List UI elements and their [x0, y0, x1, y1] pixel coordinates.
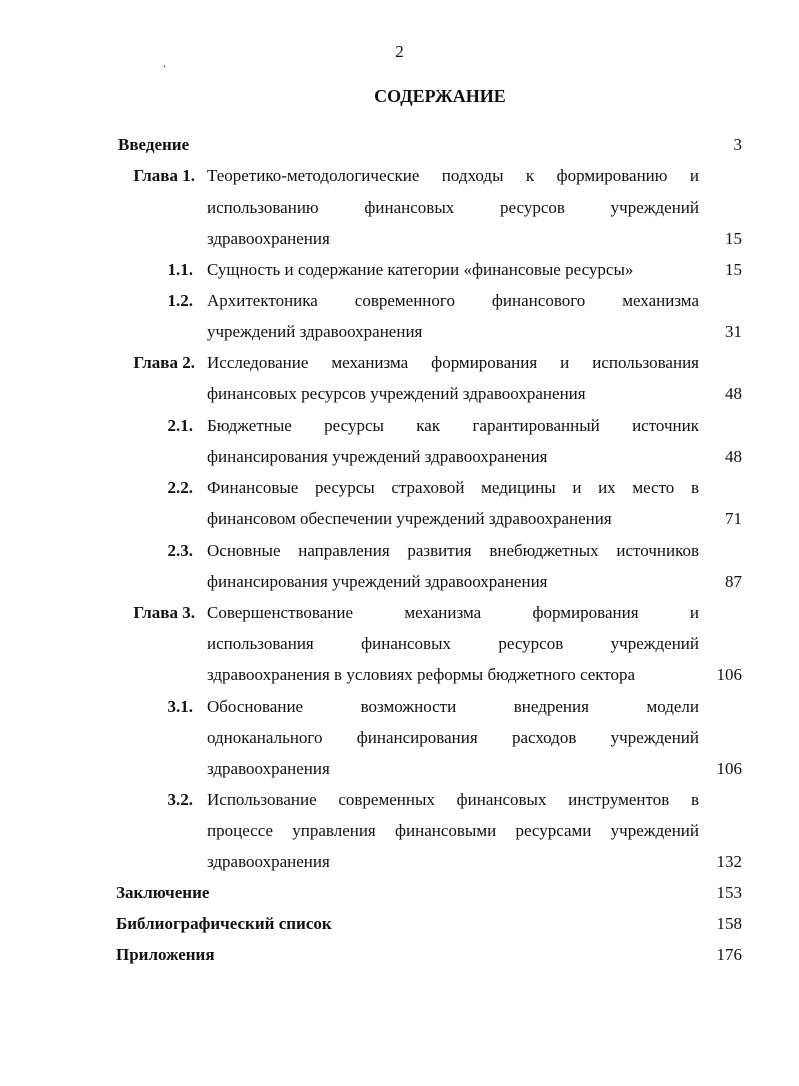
toc-section-2-1-line-2[interactable]: финансирования учреждений здравоохранения: [207, 447, 548, 466]
toc-title: СОДЕРЖАНИЕ: [374, 86, 506, 106]
toc-chapter-2-line-2[interactable]: финансовых ресурсов учреждений здравоохранения: [207, 384, 586, 403]
stray-mark: .: [163, 56, 166, 70]
toc-section-3-1-label: 3.1.: [167, 697, 193, 716]
toc-chapter-1-line-1[interactable]: Теоретико-методологические подходы к формированию и: [207, 166, 699, 185]
toc-chapter-3-page: 106: [716, 665, 742, 684]
page-number: 2: [395, 42, 404, 61]
toc-section-1-2-label: 1.2.: [167, 291, 193, 310]
toc-chapter-1-label: Глава 1.: [133, 166, 195, 185]
toc-section-2-3-label: 2.3.: [167, 541, 193, 560]
toc-section-1-2-line-1[interactable]: Архитектоника современного финансового механизма: [207, 291, 699, 310]
toc-section-2-1-line-1[interactable]: Бюджетные ресурсы как гарантированный источник: [207, 416, 699, 435]
toc-entry-appendices-title[interactable]: Приложения: [116, 945, 215, 964]
toc-chapter-2-label: Глава 2.: [133, 353, 195, 372]
toc-chapter-3-label: Глава 3.: [133, 603, 195, 622]
toc-section-3-2-line-2[interactable]: процессе управления финансовыми ресурсами учреждений: [207, 821, 699, 840]
toc-chapter-2-line-1[interactable]: Исследование механизма формирования и использования: [207, 353, 699, 372]
toc-section-2-3-line-2[interactable]: финансирования учреждений здравоохранения: [207, 572, 548, 591]
toc-section-3-1-line-2[interactable]: одноканального финансирования расходов учреждений: [207, 728, 699, 747]
toc-entry-appendices-page: 176: [716, 945, 742, 964]
toc-section-2-2-line-2[interactable]: финансовом обеспечении учреждений здравоохранения: [207, 509, 612, 528]
toc-chapter-3-line-1[interactable]: Совершенствование механизма формирования и: [207, 603, 699, 622]
toc-chapter-1-line-3[interactable]: здравоохранения: [207, 229, 330, 248]
toc-entry-intro-page: 3: [733, 135, 742, 154]
toc-section-2-3-line-1[interactable]: Основные направления развития внебюджетных источников: [207, 541, 699, 560]
toc-entry-conclusion-page: 153: [716, 883, 742, 902]
toc-chapter-3-line-2[interactable]: использования финансовых ресурсов учреждений: [207, 634, 699, 653]
toc-section-3-1-line-1[interactable]: Обоснование возможности внедрения модели: [207, 697, 699, 716]
toc-section-2-2-line-1[interactable]: Финансовые ресурсы страховой медицины и их место в: [207, 478, 699, 497]
toc-chapter-1-page: 15: [725, 229, 742, 248]
toc-entry-conclusion-title[interactable]: Заключение: [116, 883, 210, 902]
toc-section-3-2-page: 132: [716, 852, 742, 871]
toc-entry-bibliography-title[interactable]: Библиографический список: [116, 914, 332, 933]
toc-section-3-2-label: 3.2.: [167, 790, 193, 809]
toc-section-2-1-page: 48: [725, 447, 742, 466]
toc-section-2-1-label: 2.1.: [167, 416, 193, 435]
toc-section-2-3-page: 87: [725, 572, 742, 591]
toc-chapter-1-line-2[interactable]: использованию финансовых ресурсов учреждений: [207, 198, 699, 217]
toc-chapter-2-page: 48: [725, 384, 742, 403]
toc-section-3-2-line-1[interactable]: Использование современных финансовых инструментов в: [207, 790, 699, 809]
toc-section-3-1-page: 106: [716, 759, 742, 778]
toc-entry-bibliography-page: 158: [716, 914, 742, 933]
toc-section-2-2-page: 71: [725, 509, 742, 528]
toc-entry-intro-title[interactable]: Введение: [118, 135, 190, 154]
toc-section-1-1-label: 1.1.: [167, 260, 193, 279]
toc-section-1-1-line-1[interactable]: Сущность и содержание категории «финансовые ресурсы»: [207, 260, 634, 279]
toc-section-1-1-page: 15: [725, 260, 742, 279]
toc-section-3-1-line-3[interactable]: здравоохранения: [207, 759, 330, 778]
toc-section-3-2-line-3[interactable]: здравоохранения: [207, 852, 330, 871]
toc-section-1-2-line-2[interactable]: учреждений здравоохранения: [207, 322, 423, 341]
toc-section-2-2-label: 2.2.: [167, 478, 193, 497]
toc-chapter-3-line-3[interactable]: здравоохранения в условиях реформы бюджетного сектора: [207, 665, 636, 684]
toc-section-1-2-page: 31: [725, 322, 742, 341]
